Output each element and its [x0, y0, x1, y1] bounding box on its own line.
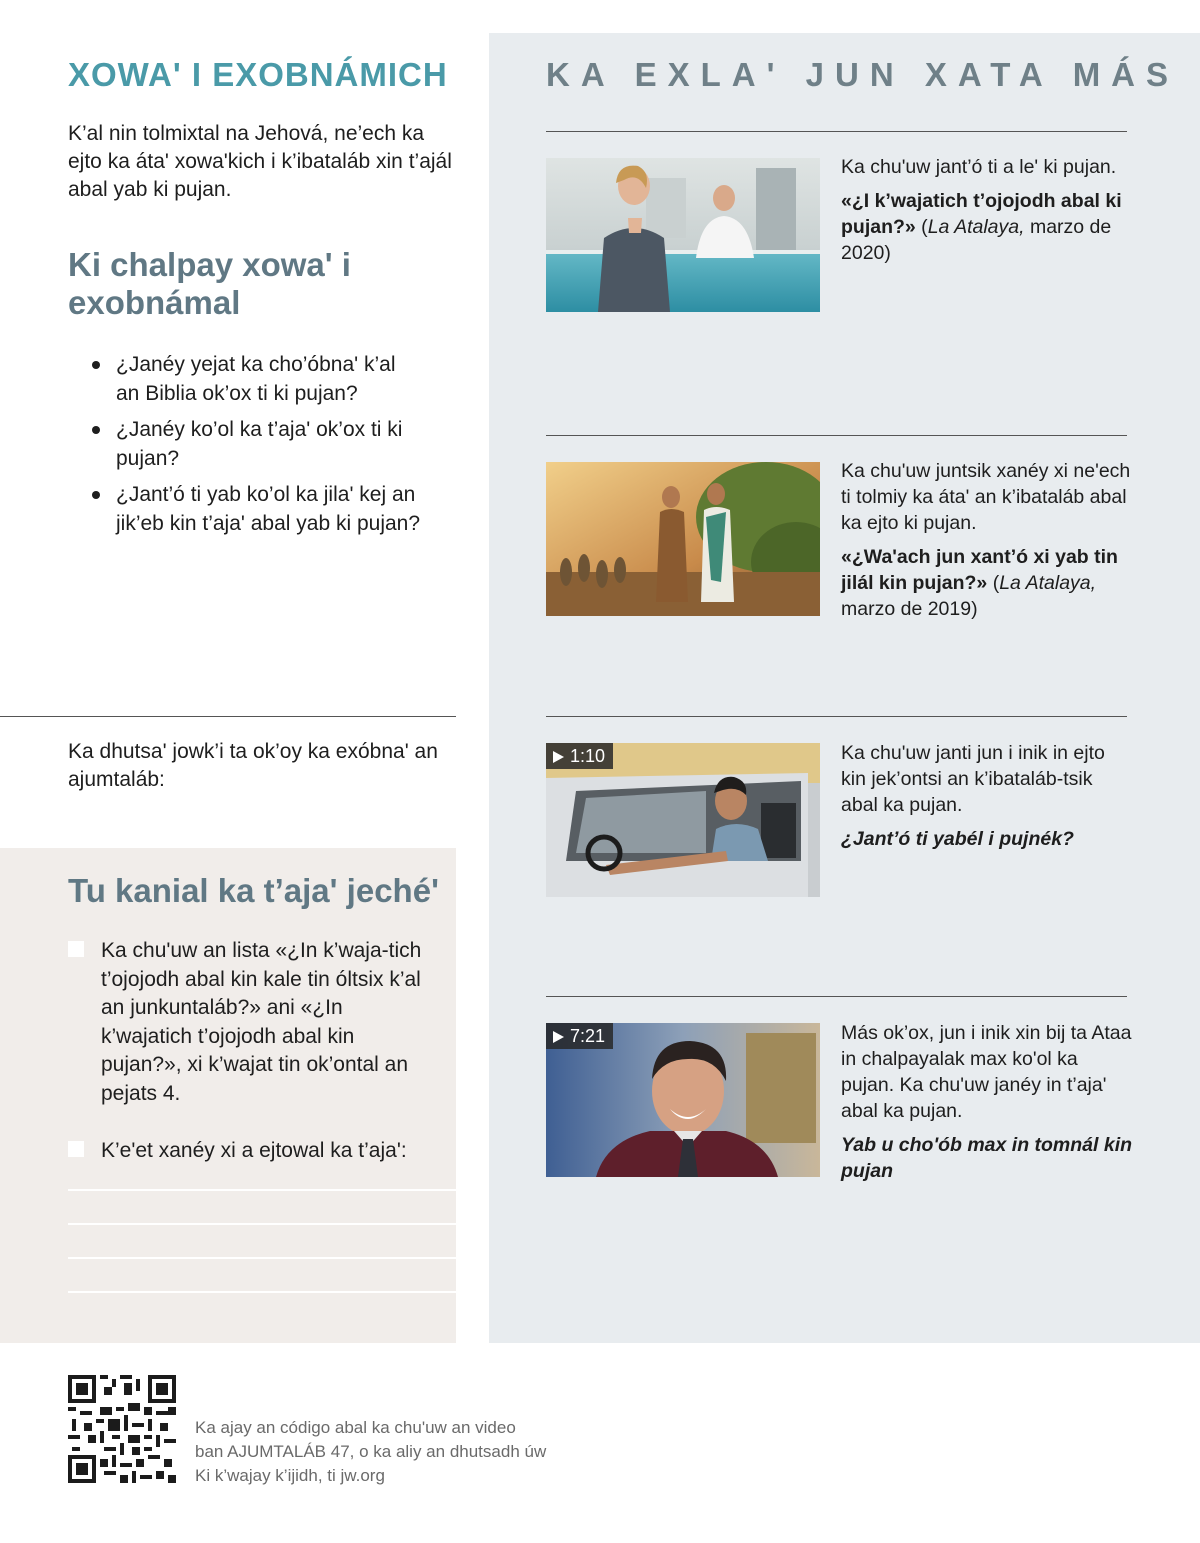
- article-reference[interactable]: «¿I k’wajatich t’ojojodh abal ki pujan?» (La Atalaya, marzo de 2020): [841, 190, 1122, 264]
- item-description: Ka chu'uw jant’ó ti a le' ki pujan. «¿I k’wajatich t’ojojodh abal ki pujan?» (La Atalaya, marzo de 2020): [841, 154, 1133, 266]
- intro-paragraph: K’al nin tolmixtal na Jehová, ne’ech ka ejto ka áta' xowa'kich i k’ibataláb xin t’ajál abal yab ki pujan.: [68, 122, 452, 201]
- video-duration-badge: 7:21: [546, 1023, 613, 1049]
- writing-line[interactable]: [68, 1257, 456, 1259]
- footer-instructions: Ka ajay an código abal ka chu'uw an video ban AJUMTALÁB 47, o ka aliy an dhutsadh úw Ki k’wajay k’ijidh, ti jw.org: [195, 1418, 547, 1485]
- review-heading: XOWA' I EXOBNÁMICH: [68, 56, 448, 93]
- item-description: Ka chu'uw juntsik xanéy xi ne'ech ti tolmiy ka áta' an k’ibataláb abal ka ejto ki pujan. «¿Wa'ach jun xant’ó xi yab tin jilál kin pujan?» (La Atalaya, marzo de 2019): [841, 458, 1133, 622]
- video-thumbnail-driver[interactable]: [546, 743, 820, 897]
- review-question: ¿Janéy yejat ka cho’óbna' k’al an Biblia ok’ox ti ki pujan?: [92, 350, 422, 408]
- video-duration-badge: 1:10: [546, 743, 613, 769]
- divider: [0, 716, 456, 717]
- video-title[interactable]: Yab u cho'ób max in tomnál kin pujan: [841, 1134, 1133, 1182]
- bullet-icon: [92, 491, 100, 499]
- article-reference[interactable]: «¿Wa'ach jun xant’ó xi yab tin jilál kin pujan?» (La Atalaya, marzo de 2019): [841, 546, 1118, 620]
- qr-code-icon[interactable]: [68, 1375, 176, 1483]
- article-thumbnail-baptism[interactable]: [546, 158, 820, 312]
- divider: [546, 996, 1127, 997]
- divider: [546, 131, 1127, 132]
- bullet-icon: [92, 361, 100, 369]
- baptism-image: [546, 158, 820, 312]
- review-question: ¿Janéy ko’ol ka t’aja' ok’ox ti ki pujan?: [92, 415, 422, 473]
- goal-checkbox-item[interactable]: Ka chu'uw an lista «¿In k’waja-tich t’ojojodh abal kin kale tin óltsix k’al an junkuntaláb?» ani «¿In k’wajatich t’ojojodh abal kin pujan?», xi k’wajat tin ok’ontal an pejats 4.: [68, 937, 428, 1108]
- divider: [546, 435, 1127, 436]
- site-link[interactable]: ti jw.org: [322, 1466, 385, 1485]
- goal-checkbox-item[interactable]: K’e'et xanéy xi a ejtowal ka t’aja':: [68, 1137, 428, 1166]
- item-description: Ka chu'uw janti jun i inik in ejto kin jek’ontsi an k’ibataláb-tsik abal ka pujan. ¿Jant’ó ti yabél i pujnék?: [841, 740, 1133, 852]
- video-thumbnail-interview[interactable]: [546, 1023, 820, 1177]
- checkbox-icon[interactable]: [68, 941, 84, 957]
- checkbox-icon[interactable]: [68, 1141, 84, 1157]
- explore-heading: KA EXLA' JUN XATA MÁS: [546, 56, 1180, 93]
- play-icon: [553, 1031, 564, 1043]
- divider: [546, 716, 1127, 717]
- review-questions: [92, 350, 422, 545]
- writing-line[interactable]: [68, 1223, 456, 1225]
- bullet-icon: [92, 426, 100, 434]
- review-question: ¿Jant’ó ti yab ko’ol ka jila' kej an jik’eb kin t’aja' abal yab ki pujan?: [92, 480, 422, 538]
- review-subheading: Ki chalpay xowa' i exobnámal: [68, 246, 351, 321]
- video-title[interactable]: ¿Jant’ó ti yabél i pujnék?: [841, 828, 1074, 850]
- writing-line[interactable]: [68, 1189, 456, 1191]
- note-paragraph: Ka dhutsa' jowk’i ta ok’oy ka exóbna' an ajumtaláb:: [68, 740, 438, 791]
- article-thumbnail-painting[interactable]: [546, 462, 820, 616]
- writing-line[interactable]: [68, 1291, 456, 1293]
- play-icon: [553, 751, 564, 763]
- goal-heading: Tu kanial ka t’aja' jeché': [68, 872, 439, 909]
- painting-image: [546, 462, 820, 616]
- item-description: Más ok’ox, jun i inik xin bij ta Ataa in chalpayalak max ko'ol ka pujan. Ka chu'uw janéy in t’aja' abal ka pujan. Yab u cho'ób max in tomnál kin pujan: [841, 1022, 1133, 1182]
